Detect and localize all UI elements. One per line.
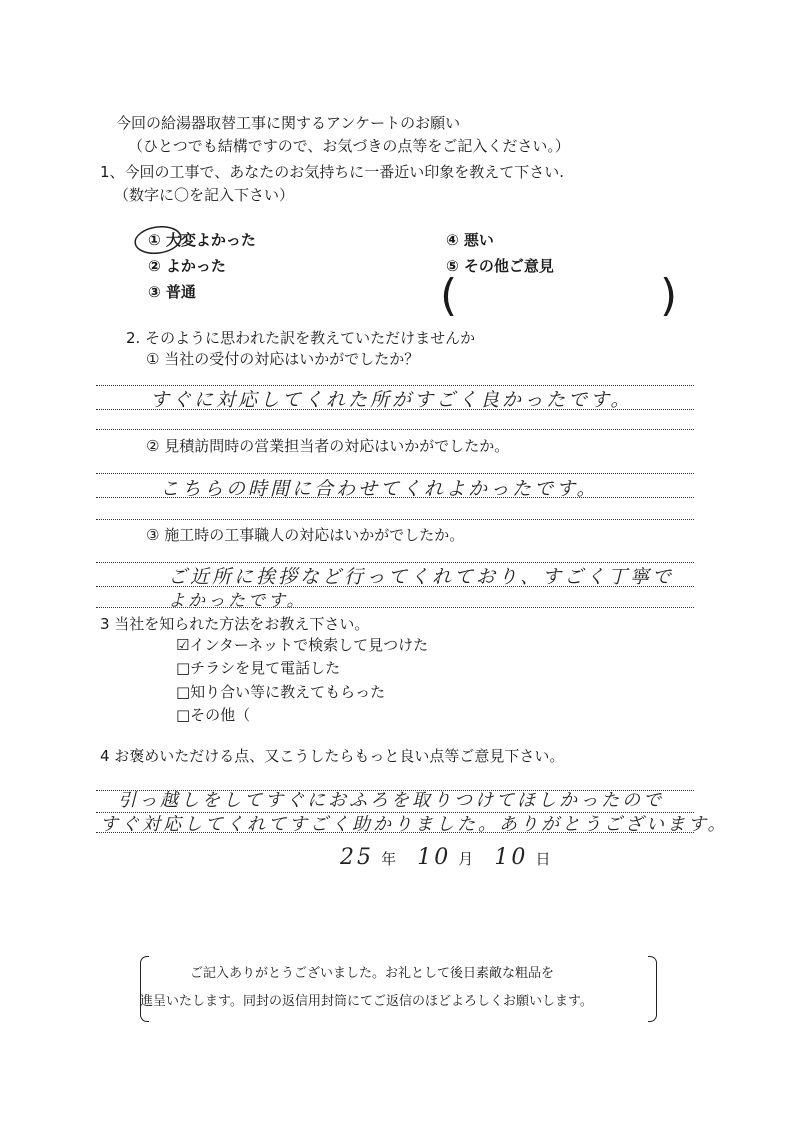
answer-line xyxy=(96,832,694,833)
q1-option-1[interactable]: ① 大変よかった xyxy=(148,231,256,249)
footer-line2: 進呈いたします。同封の返信用封筒にてご返信のほどよろしくお願いします。 xyxy=(140,994,593,1009)
q1-option-4[interactable]: ④ 悪い xyxy=(446,231,494,249)
footer-right-bracket xyxy=(648,956,657,1022)
q2-sub1-answer[interactable]: すぐに対応してくれた所がすごく良かったです。 xyxy=(150,389,633,411)
selection-circle-mark xyxy=(132,223,190,257)
q3-question: 3 当社を知られた方法をお教え下さい。 xyxy=(100,615,370,633)
q2-sub3-answer-line1[interactable]: ご近所に挨拶など行ってくれており、すごく丁寧で xyxy=(168,566,675,588)
answer-line xyxy=(96,497,694,498)
footer-left-bracket xyxy=(140,956,149,1022)
q3-option-internet[interactable]: ☑インターネットで検索して見つけた xyxy=(176,636,429,654)
q3-option-flyer[interactable]: □チラシを見て電話した xyxy=(176,659,341,677)
answer-line xyxy=(96,519,694,520)
date-month: 10 xyxy=(417,845,452,870)
date-year-unit: 年 xyxy=(381,850,397,868)
q2-question: 2. そのように思われた訳を教えていただけませんか xyxy=(126,329,476,347)
q4-answer-line2[interactable]: すぐ対応してくれてすごく助かりました。ありがとうございます。 xyxy=(100,814,729,835)
survey-title: 今回の給湯器取替工事に関するアンケートのお願い xyxy=(116,114,461,132)
q2-sub3-label: ③ 施工時の工事職人の対応はいかがでしたか。 xyxy=(146,526,465,544)
date-field[interactable] xyxy=(340,845,551,870)
q1-option-5[interactable]: ⑤ その他ご意見 xyxy=(446,257,554,275)
q1-other-close-paren: ) xyxy=(660,270,678,321)
q2-sub1-label: ① 当社の受付の対応はいかがでしたか？ xyxy=(146,350,420,368)
date-day-unit: 日 xyxy=(535,850,551,868)
date-month-unit: 月 xyxy=(458,850,474,868)
q1-option-3[interactable]: ③ 普通 xyxy=(148,283,196,301)
survey-subtitle: （ひとつでも結構ですので、お気づきの点等をご記入ください。） xyxy=(128,137,570,155)
q1-instruction: （数字に〇を記入下さい） xyxy=(114,186,295,204)
q2-sub2-answer[interactable]: こちらの時間に合わせてくれよかったです。 xyxy=(160,478,599,500)
q4-question: 4 お褒めいただける点、又こうしたらもっと良い点等ご意見下さい。 xyxy=(100,747,565,765)
answer-line xyxy=(96,409,694,410)
q2-sub2-label: ② 見積訪問時の営業担当者の対応はいかがでしたか。 xyxy=(146,437,510,455)
q1-option-2[interactable]: ② よかった xyxy=(148,257,226,275)
answer-line xyxy=(96,607,694,608)
q2-sub3-answer-line2[interactable]: よかったです。 xyxy=(168,591,307,611)
date-day: 10 xyxy=(494,845,529,870)
q1-other-open-paren: ( xyxy=(440,270,458,321)
q3-option-acquaintance[interactable]: □知り合い等に教えてもらった xyxy=(176,683,386,701)
footer-line1: ご記入ありがとうございました。お礼として後日素敵な粗品を xyxy=(190,966,555,981)
q3-option-other[interactable]: □その他（ xyxy=(176,706,251,724)
date-year: 25 xyxy=(340,845,374,870)
q1-question: 1、今回の工事で、あなたのお気持ちに一番近い印象を教えて下さい. xyxy=(100,163,565,181)
answer-line xyxy=(96,429,694,430)
q4-answer-line1[interactable]: 引っ越しをしてすぐにおふろを取りつけてほしかったので xyxy=(118,790,664,811)
